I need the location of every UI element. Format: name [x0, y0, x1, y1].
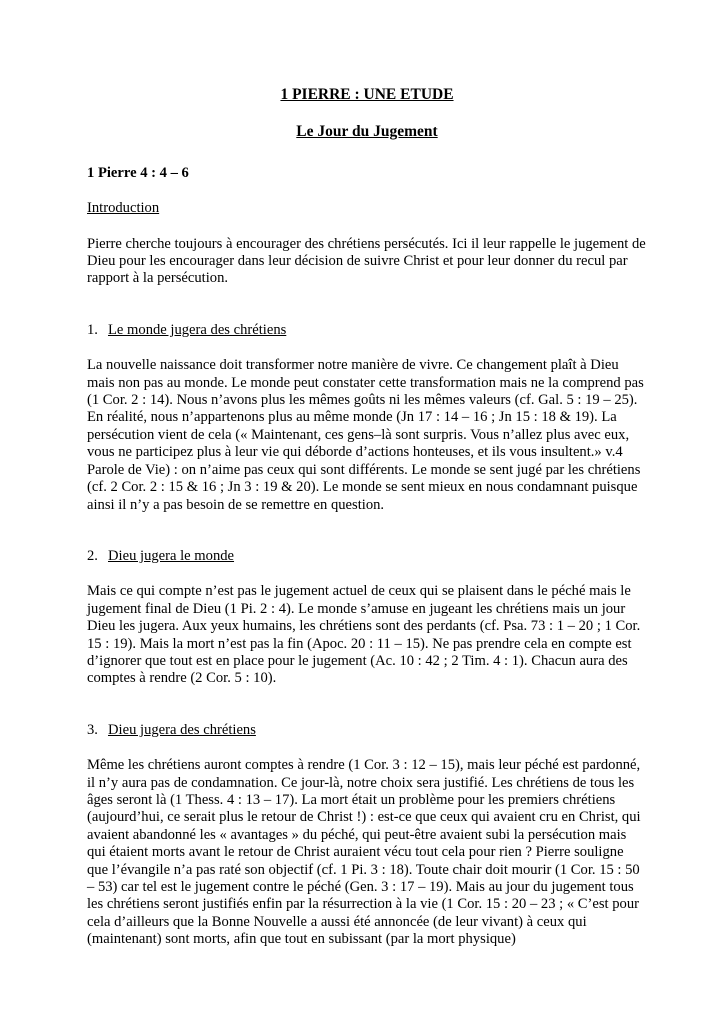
section-3-title: Dieu jugera des chrétiens — [108, 721, 256, 738]
document-page — [87, 86, 647, 949]
section-1-title: Le monde jugera des chrétiens — [108, 321, 287, 338]
section-3-number: 3. — [87, 721, 98, 738]
section-3-heading — [87, 722, 647, 739]
section-2-heading — [87, 548, 647, 565]
scripture-reference: 1 Pierre 4 : 4 – 6 — [87, 164, 189, 181]
document-title: 1 PIERRE : UNE ETUDE — [280, 86, 454, 103]
section-2-title: Dieu jugera le monde — [108, 547, 235, 564]
section-2-paragraph: Mais ce qui compte n’est pas le jugement actuel de ceux qui se plaisent dans le péché mais le jugement final de Dieu (1 Pi. 2 : 4). Le monde s’amuse en jugeant les chrétiens mais un jour Dieu les jugera. Aux yeux humains, les chrétiens sont des perdants (cf. Psa. 73 : 1 – 20 ; 1 Cor. 15 : 19). Mais la mort n’est pas la fin (Apoc. 20 : 11 – 15). Ne pas prendre cela en compte est d’ignorer que tout est en place pour le jugement (Ac. 10 : 42 ; 2 Tim. 4 : 1). Chacun aura des comptes à rendre (2 Cor. 5 : 10). — [87, 583, 641, 687]
intro-heading: Introduction — [87, 200, 160, 217]
document-subtitle: Le Jour du Jugement — [296, 123, 438, 141]
section-1-number: 1. — [87, 321, 98, 338]
intro-paragraph: Pierre cherche toujours à encourager des chrétiens persécutés. Ici il leur rappelle le jugement de Dieu pour les encourager dans leur décision de suivre Christ et pour leur donner du recul par rapport à la persécution. — [87, 235, 646, 287]
section-1-paragraph: La nouvelle naissance doit transformer notre manière de vivre. Ce changement plaît à Dieu mais non pas au monde. Le monde peut constater cette transformation mais ne la comprend pas (1 Cor. 2 : 14). Nous n’avons plus les mêmes goûts ni les mêmes valeurs (cf. Gal. 5 : 19 – 25). En réalité, nous n’appartenons plus au même monde (Jn 17 : 14 – 16 ; Jn 15 : 18 & 19). La persécution vient de cela (« Maintenant, ces gens–là sont surpris. Vous n’allez plus avec eux, vous ne participez plus à leur vie qui déborde d’actions honteuses, et ils vous insultent.» v.4 Parole de Vie) : on n’aime pas ceux qui sont différents. Le monde se sent jugé par les chrétiens (cf. 2 Cor. 2 : 15 & 16 ; Jn 3 : 19 & 20). Le monde se sent mieux en nous condamnant puisque ainsi il n’y a pas besoin de se remettre en question. — [87, 357, 644, 513]
section-1-heading — [87, 322, 647, 339]
section-3-paragraph: Même les chrétiens auront comptes à rendre (1 Cor. 3 : 12 – 15), mais leur péché est pardonné, il n’y aura pas de condamnation. Ce jour-là, notre choix sera justifié. Les chrétiens de tous les âges seront là (1 Thess. 4 : 13 – 17). La mort était un problème pour les premiers chrétiens (aujourd’hui, ce serait plus le retour de Christ !) : est-ce que ceux qui avaient cru en Christ, qui avaient abandonné les « avantages » du péché, qui peut-être avaient subi la persécution mais qui étaient morts avant le retour de Christ auraient vécu tout cela pour rien ? Pierre souligne que l’évangile n’a pas raté son objectif (cf. 1 Pi. 3 : 18). Toute chair doit mourir (1 Cor. 15 : 50 – 53) car tel est le jugement contre le péché (Gen. 3 : 17 – 19). Mais au jour du jugement tous les chrétiens seront justifiés enfin par la résurrection à la vie (1 Cor. 15 : 20 – 23 ; « C’est pour cela d’ailleurs que la Bonne Nouvelle a aussi été annoncée (de leur vivant) à ceux qui (maintenant) sont morts, afin que tout en subissant (par la mort physique) — [87, 757, 641, 948]
section-2-number: 2. — [87, 547, 98, 564]
